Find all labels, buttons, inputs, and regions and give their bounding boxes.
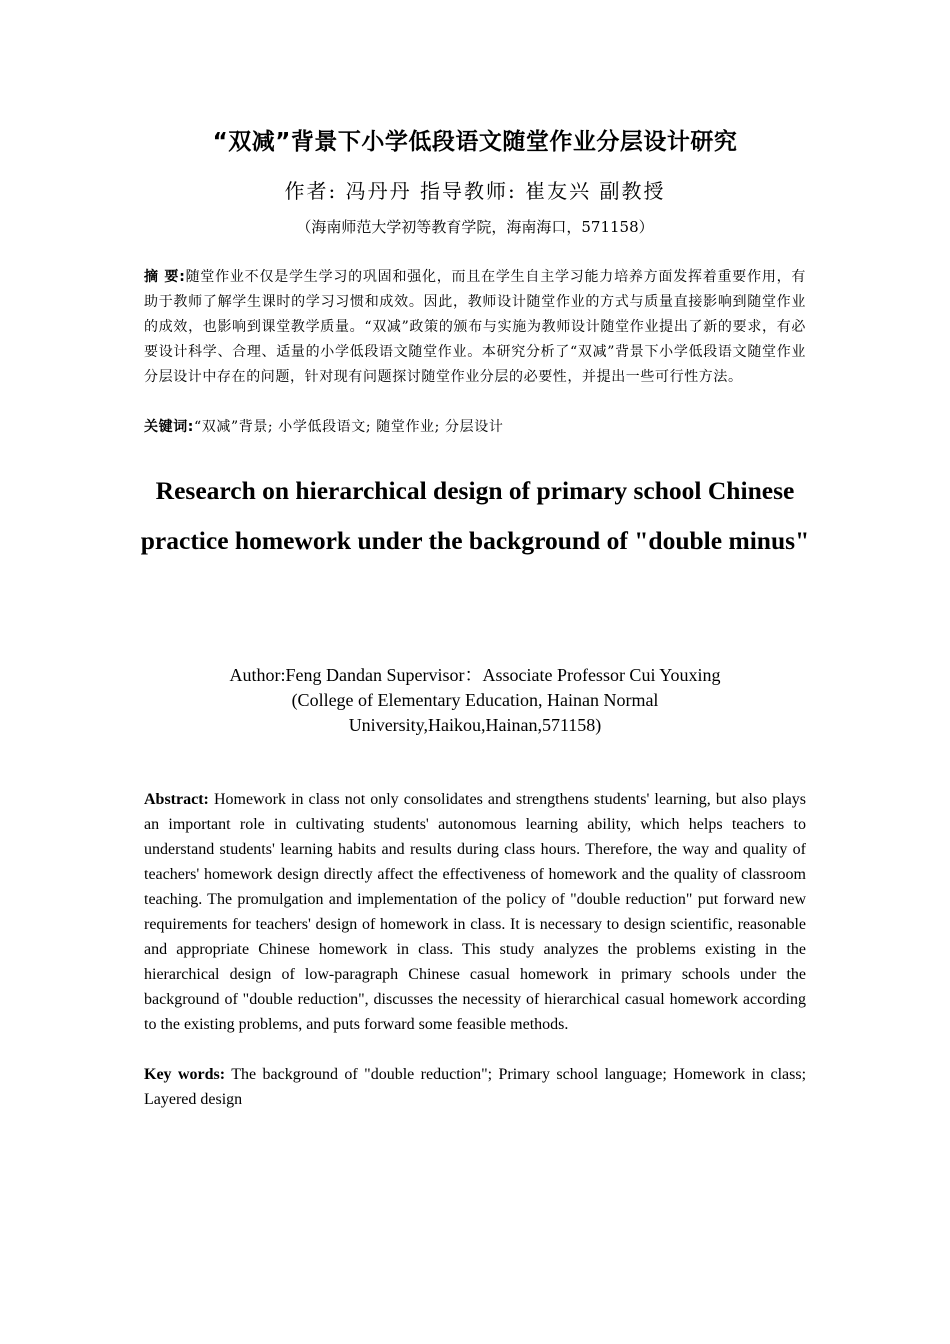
chinese-keywords-text: “双减”背景; 小学低段语文; 随堂作业; 分层设计: [194, 419, 504, 435]
english-abstract-label: Abstract:: [144, 791, 209, 808]
chinese-keywords: [144, 415, 806, 440]
english-abstract: [144, 787, 806, 1037]
english-keywords-label: Key words:: [144, 1066, 226, 1083]
english-author-line: Author:Feng Dandan Supervisor：Associate Professor Cui Youxing: [229, 665, 721, 685]
english-abstract-text: Homework in class not only consolidates and strengthens students' learning, but also plays an important role in cultivating students' autonomous learning ability, which helps teachers to understand students' learning habits and results during class hours. Therefore, the way and quality of teachers' homework design directly affect the effectiveness of homework and the quality of classroom teaching. The promulgation and implementation of the policy of "double reduction" put forward new requirements for teachers' design of homework in class. It is necessary to design scientific, reasonable and appropriate Chinese homework in class. This study analyzes the problems existing in the hierarchical design of low-paragraph Chinese casual homework in primary schools under the background of "double reduction", discusses the necessity of hierarchical casual homework according to the existing problems, and puts forward some feasible methods.: [144, 791, 807, 1033]
english-keywords: [144, 1062, 806, 1112]
chinese-title: “双减”背景下小学低段语文随堂作业分层设计研究: [212, 129, 738, 155]
chinese-abstract: [144, 265, 806, 390]
english-keywords-text: The background of "double reduction"; Primary school language; Homework in class; Layered design: [144, 1066, 807, 1108]
chinese-keywords-label: 关键词:: [144, 419, 194, 435]
english-title: Research on hierarchical design of primary school Chinese practice homework under the background of "double minus": [140, 476, 810, 555]
chinese-author-line: 作者: 冯丹丹 指导教师: 崔友兴 副教授: [284, 179, 666, 203]
english-affiliation: (College of Elementary Education, Hainan Normal University,Haikou,Hainan,571158): [291, 690, 659, 735]
chinese-affiliation: （海南师范大学初等教育学院，海南海口，571158）: [296, 218, 654, 236]
chinese-abstract-text: 随堂作业不仅是学生学习的巩固和强化，而且在学生自主学习能力培养方面发挥着重要作用，有助于教师了解学生课时的学习习惯和成效。因此，教师设计随堂作业的方式与质量直接影响到随堂作业的成效，也影响到课堂教学质量。“双减”政策的颁布与实施为教师设计随堂作业提出了新的要求，有必要设计科学、合理、适量的小学低段语文随堂作业。本研究分析了“双减”背景下小学低段语文随堂作业分层设计中存在的问题，针对现有问题探讨随堂作业分层的必要性，并提出一些可行性方法。: [144, 269, 806, 385]
chinese-abstract-label: 摘 要:: [144, 269, 186, 285]
